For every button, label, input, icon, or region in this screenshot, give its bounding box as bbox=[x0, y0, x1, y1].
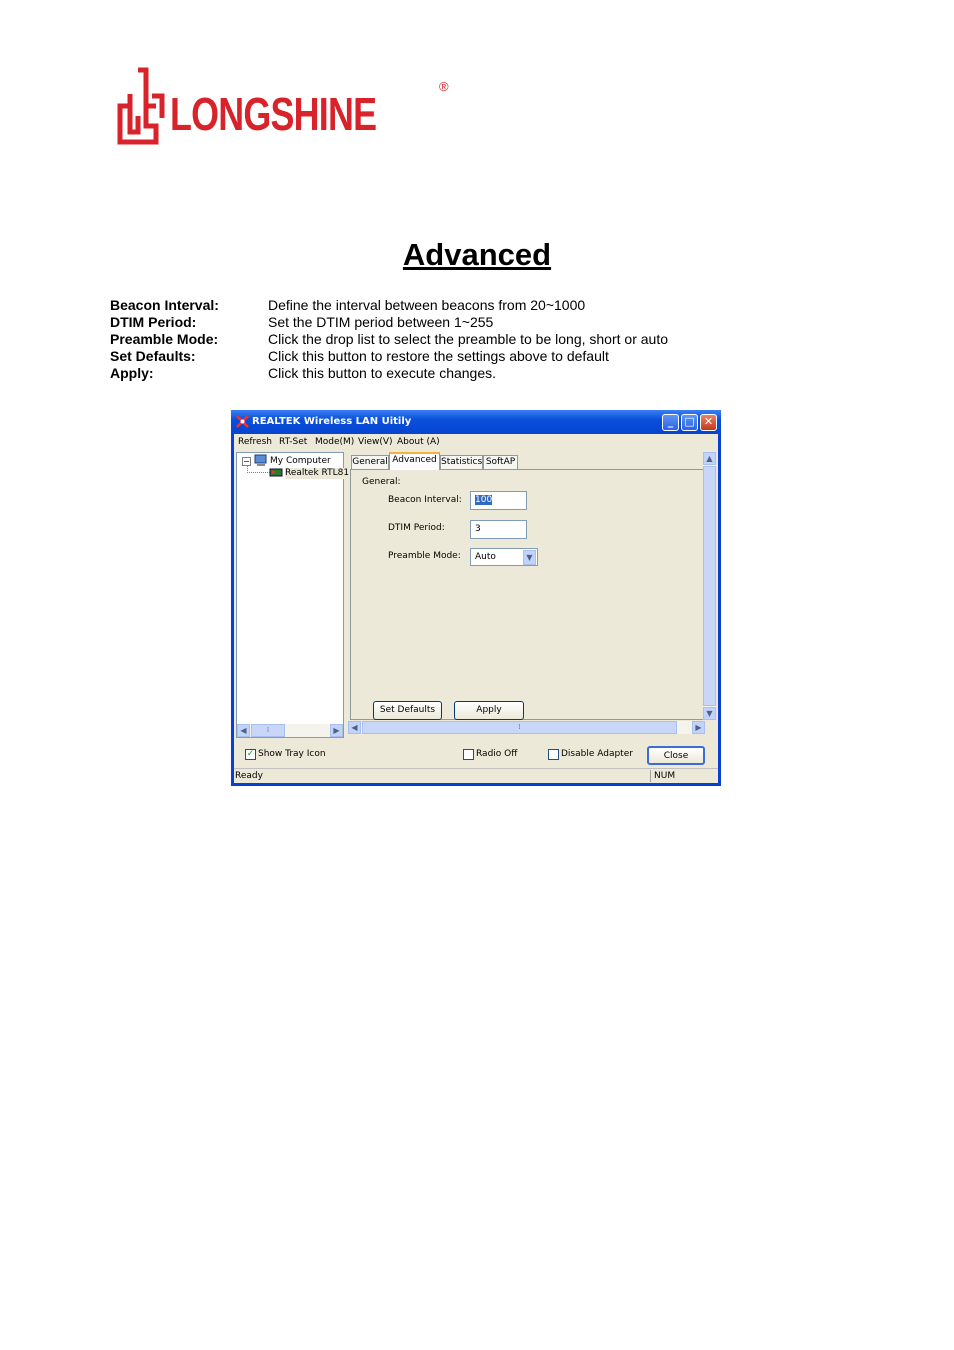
menu-mode[interactable]: Mode(M) bbox=[315, 437, 355, 447]
apply-button[interactable]: Apply bbox=[454, 701, 524, 720]
tree-item-realtek-adapter[interactable]: Realtek RTL81 bbox=[285, 468, 350, 478]
definition-term: Set Defaults: bbox=[110, 348, 196, 364]
set-defaults-button[interactable]: Set Defaults bbox=[373, 701, 442, 720]
radio-off-label: Radio Off bbox=[476, 749, 518, 759]
longshine-logo bbox=[112, 66, 457, 146]
title-bar[interactable] bbox=[231, 410, 721, 434]
definition-term: Preamble Mode: bbox=[110, 331, 219, 347]
tab-statistics[interactable]: Statistics bbox=[441, 457, 483, 467]
beacon-interval-value: 100 bbox=[475, 495, 493, 505]
definition-desc: Set the DTIM period between 1~255 bbox=[268, 314, 494, 330]
realtek-utility-window bbox=[231, 410, 721, 786]
scroll-down-icon[interactable]: ▼ bbox=[703, 707, 716, 720]
scroll-up-icon[interactable]: ▲ bbox=[703, 452, 716, 465]
window-title: REALTEK Wireless LAN Uitily bbox=[252, 416, 412, 427]
vertical-scroll-thumb[interactable] bbox=[703, 466, 716, 706]
disable-adapter-label: Disable Adapter bbox=[561, 749, 633, 759]
show-tray-icon-label: Show Tray Icon bbox=[258, 749, 326, 759]
device-tree bbox=[236, 452, 350, 738]
window-client bbox=[234, 434, 718, 783]
longshine-emblem-icon bbox=[112, 66, 168, 146]
definition-row bbox=[110, 297, 810, 314]
menu-bar bbox=[234, 434, 718, 450]
definition-term: Apply: bbox=[110, 365, 154, 381]
show-tray-icon-checkbox[interactable]: ✓ bbox=[246, 749, 255, 759]
wireless-adapter-icon bbox=[269, 466, 283, 478]
scroll-right-icon[interactable]: ▶ bbox=[330, 724, 343, 737]
realtek-app-icon bbox=[236, 415, 249, 428]
beacon-interval-label: Beacon Interval: bbox=[388, 495, 462, 505]
definition-row bbox=[110, 348, 810, 365]
close-button[interactable]: Close bbox=[647, 746, 705, 765]
scroll-right-icon[interactable]: ▶ bbox=[692, 721, 705, 734]
tree-collapse-icon[interactable]: − bbox=[243, 457, 250, 466]
radio-off-checkbox[interactable] bbox=[463, 749, 474, 760]
status-text: Ready bbox=[235, 771, 263, 781]
disable-adapter-checkbox[interactable] bbox=[548, 749, 559, 760]
definition-desc: Define the interval between beacons from 20~1000 bbox=[268, 297, 586, 313]
definition-row bbox=[110, 331, 810, 348]
maximize-button[interactable]: □ bbox=[681, 414, 698, 431]
panel-horizontal-scrollbar[interactable] bbox=[348, 721, 705, 734]
menu-view[interactable]: View(V) bbox=[358, 437, 393, 447]
definitions-list bbox=[110, 297, 810, 382]
beacon-interval-input[interactable] bbox=[470, 491, 527, 510]
definition-row bbox=[110, 314, 810, 331]
scroll-thumb[interactable]: ⁞ bbox=[251, 724, 285, 737]
menu-about[interactable]: About (A) bbox=[397, 437, 440, 447]
tab-softap[interactable]: SoftAP bbox=[483, 455, 518, 469]
tab-area bbox=[348, 452, 718, 738]
chevron-down-icon[interactable]: ▼ bbox=[523, 550, 536, 565]
page-title: Advanced bbox=[402, 237, 552, 272]
logo-wordmark: LONGSHINE bbox=[170, 88, 377, 140]
tree-connector bbox=[247, 466, 270, 473]
tab-advanced[interactable]: Advanced bbox=[389, 452, 440, 470]
panel-vertical-scrollbar[interactable] bbox=[703, 452, 716, 720]
menu-refresh[interactable]: Refresh bbox=[238, 437, 272, 447]
scroll-left-icon[interactable]: ◀ bbox=[237, 724, 250, 737]
advanced-panel bbox=[350, 469, 705, 720]
menu-rt-set[interactable]: RT-Set bbox=[279, 437, 308, 447]
tree-horizontal-scrollbar[interactable] bbox=[237, 724, 343, 737]
tab-general[interactable]: General bbox=[352, 457, 388, 467]
definition-term: DTIM Period: bbox=[110, 314, 197, 330]
dtim-period-label: DTIM Period: bbox=[388, 523, 445, 533]
num-lock-indicator: NUM bbox=[650, 770, 704, 782]
minimize-button[interactable]: _ bbox=[662, 414, 679, 431]
tree-item-my-computer[interactable]: My Computer bbox=[270, 456, 331, 466]
definition-desc: Click this button to restore the settings above to default bbox=[268, 348, 609, 364]
preamble-mode-value: Auto bbox=[475, 552, 496, 562]
dtim-period-input[interactable]: 3 bbox=[470, 520, 527, 539]
definition-term: Beacon Interval: bbox=[110, 297, 219, 313]
definition-desc: Click this button to execute changes. bbox=[268, 365, 497, 381]
close-window-button[interactable]: ✕ bbox=[700, 414, 717, 431]
definition-desc: Click the drop list to select the preamble to be long, short or auto bbox=[268, 331, 668, 347]
scroll-thumb[interactable]: ⁞ bbox=[362, 721, 677, 734]
status-bar bbox=[234, 768, 718, 783]
scroll-left-icon[interactable]: ◀ bbox=[348, 721, 361, 734]
preamble-mode-select[interactable] bbox=[470, 548, 538, 566]
preamble-mode-label: Preamble Mode: bbox=[388, 551, 461, 561]
group-label-general: General: bbox=[362, 477, 401, 487]
definition-row bbox=[110, 365, 810, 382]
registered-mark: ® bbox=[439, 79, 449, 94]
